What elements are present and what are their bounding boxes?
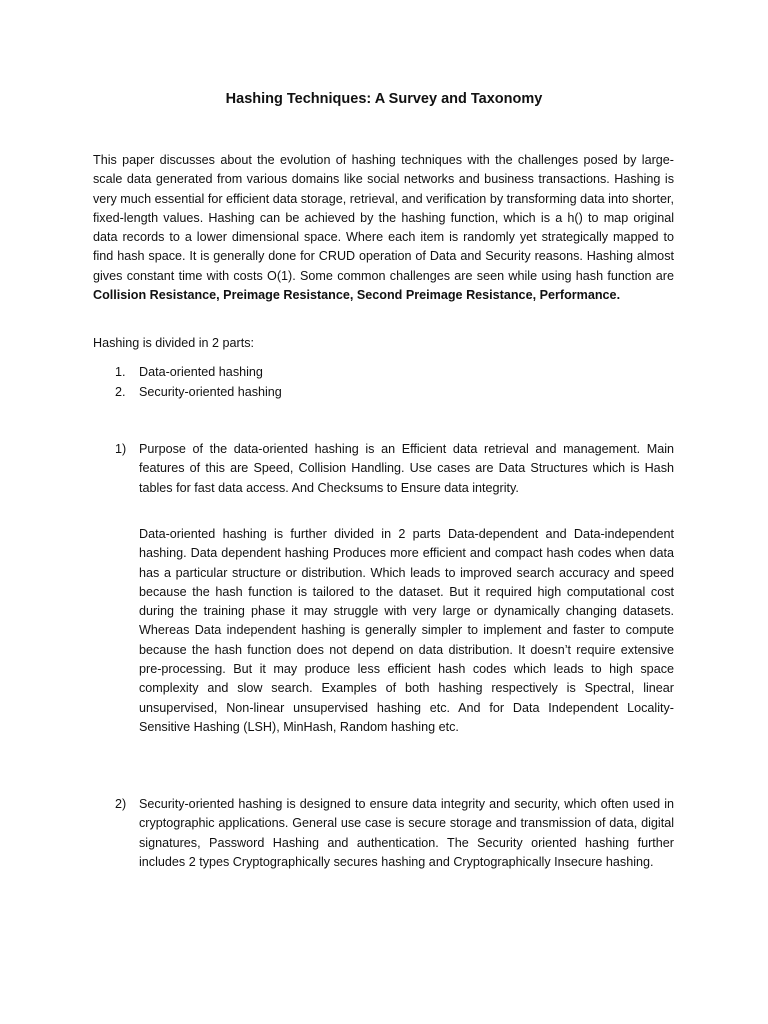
list-item — [93, 362, 674, 382]
section-marker: 1) — [115, 442, 127, 456]
list-item — [93, 382, 674, 402]
divided-heading: Hashing is divided in 2 parts: — [93, 336, 255, 350]
list-item-number: 1. — [115, 365, 126, 379]
section-paragraph-continued: Data-oriented hashing is further divided in 2 parts Data-dependent and Data-independent hashing. Data dependent hashing Produces more efficient and compact hash codes when data has a particular structure or distribution. Which leads to improved search accuracy and speed because the hash function is tailored to the dataset. But it required high computational cost during the training phase it may struggle with very large or dynamically changing datasets. Whereas Data independent hashing is generally simpler to implement and faster to compute because the hash function does not depend on data distribution. It doesn’t require extensive pre-processing. But it may produce less efficient hash codes which leads to high space complexity and slow search. Examples of both hashing respectively is Spectral, linear unsupervised, Non-linear unsupervised hashing etc. And for Data Independent Locality-Sensitive Hashing (LSH), MinHash, Random hashing etc. — [139, 527, 674, 734]
list-item-label: Security-oriented hashing — [139, 385, 282, 399]
section-paragraph: Purpose of the data-oriented hashing is an Efficient data retrieval and management. Main features of this are Speed, Collision Handling. Use cases are Data Structures which is Hash tables for fast data access. And Checksums to Ensure data integrity. — [139, 442, 674, 495]
parts-list — [93, 362, 674, 402]
section-paragraph: Security-oriented hashing is designed to ensure data integrity and security, which often used in cryptographic applications. General use case is secure storage and transmission of data, digital signatures, Password Hashing and authentication. The Security oriented hashing further includes 2 types Cryptographically secures hashing and Cryptographically Insecure hashing. — [139, 797, 674, 869]
intro-bold-challenges: Collision Resistance, Preimage Resistance, Second Preimage Resistance, Performance. — [93, 288, 621, 303]
section-security-oriented — [93, 795, 674, 872]
list-item-number: 2. — [115, 385, 126, 399]
list-item-label: Data-oriented hashing — [139, 365, 263, 379]
intro-text: This paper discusses about the evolution of hashing techniques with the challenges posed by large-scale data generated from various domains like social networks and business transactions. Hashing is very much essential for efficient data storage, retrieval, and verification by transforming data into shorter, fixed-length values. Hashing can be achieved by the hashing function, which is a h() to map original data records to a lower dimensional space. Where each item is randomly yet strategically mapped to find hash space. It is generally done for CRUD operation of Data and Security reasons. Hashing almost gives constant time with costs O(1). Some common challenges are seen while using hash function are — [93, 153, 674, 283]
document-title: Hashing Techniques: A Survey and Taxonomy — [225, 91, 543, 107]
section-data-oriented — [93, 440, 674, 498]
section-marker: 2) — [115, 797, 127, 811]
intro-paragraph — [93, 151, 674, 305]
